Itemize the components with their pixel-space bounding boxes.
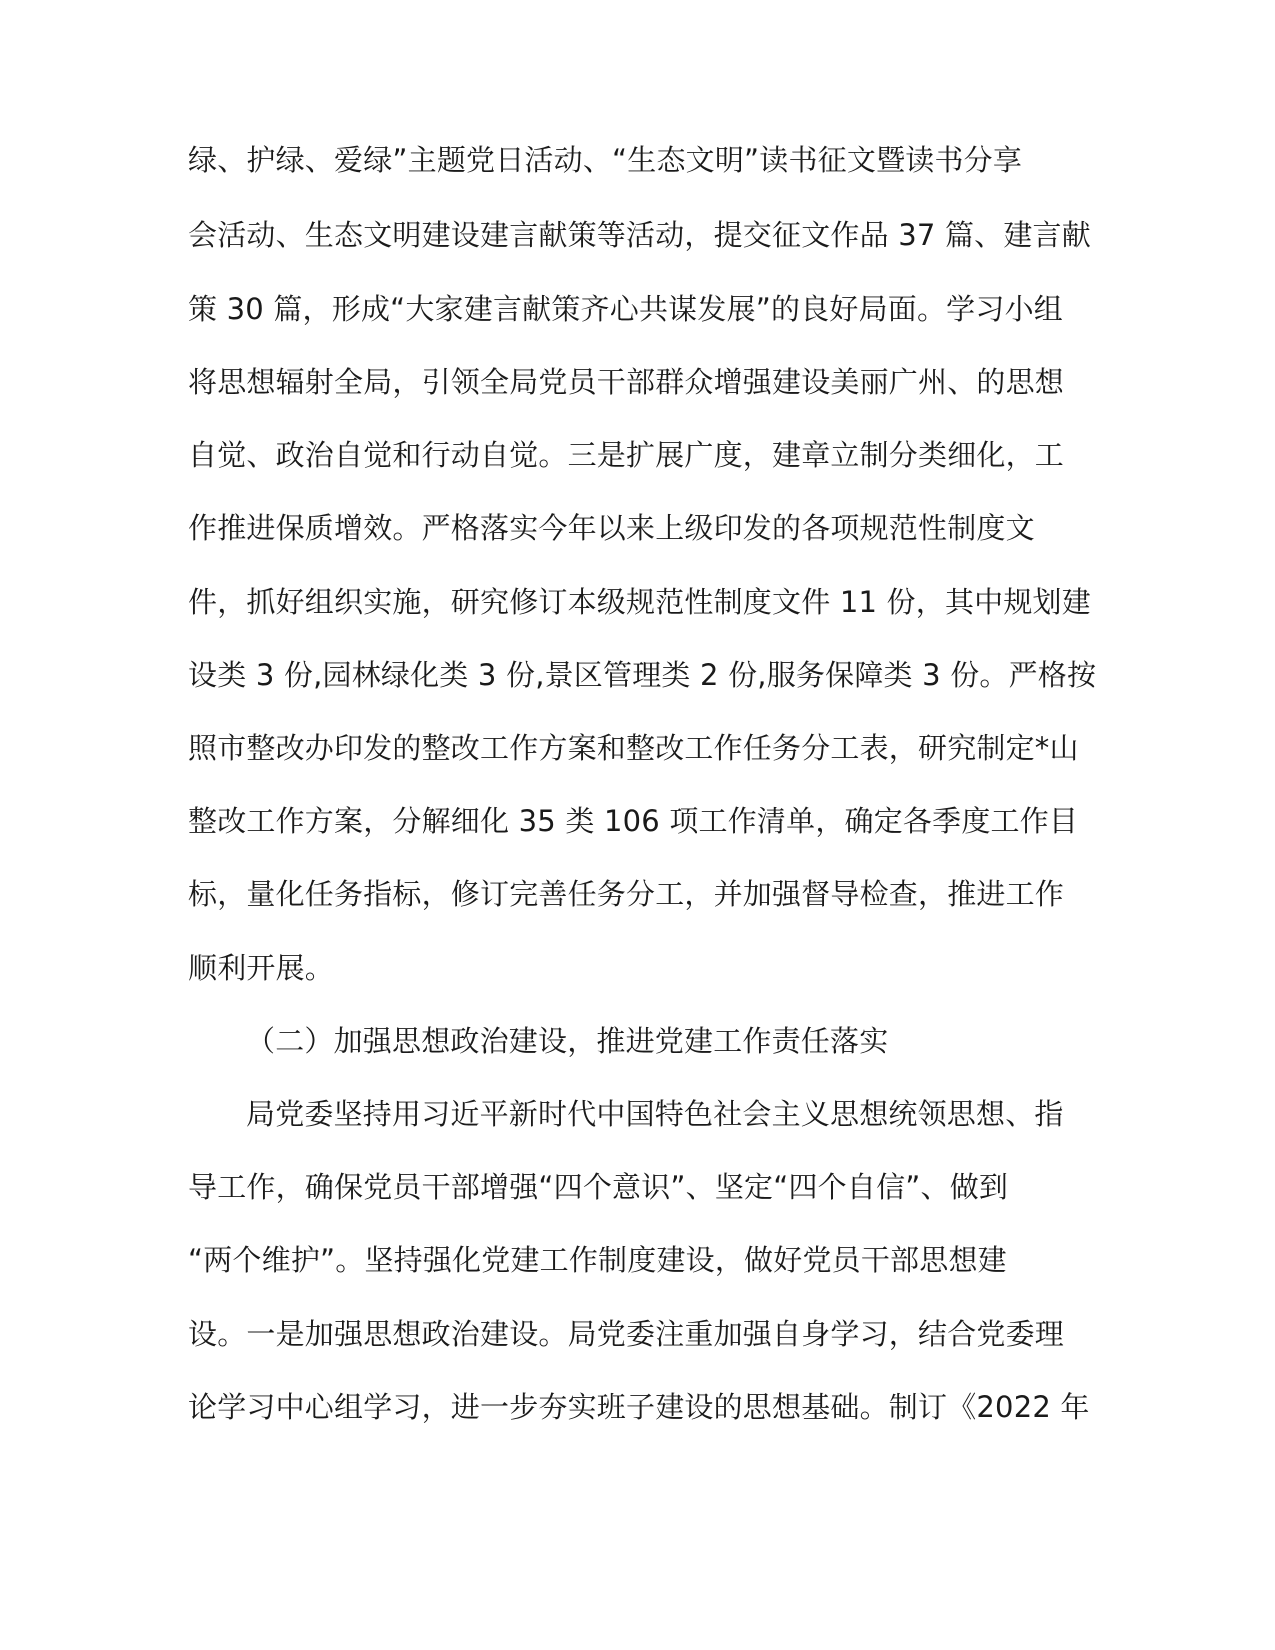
- body-text-line: 局党委坚持用习近平新时代中国特色社会主义思想统领思想、指: [246, 1097, 1064, 1131]
- body-text-line: 绿、护绿、爱绿”主题党日活动、“生态文明”读书征文暨读书分享: [188, 143, 1023, 177]
- body-text-line: 论学习中心组学习，进一步夯实班子建设的思想基础。制订《2022 年: [188, 1390, 1090, 1424]
- body-text-line: 导工作，确保党员干部增强“四个意识”、坚定“四个自信”、做到: [188, 1170, 1009, 1204]
- body-text-line: 整改工作方案，分解细化 35 类 106 项工作清单，确定各季度工作目: [188, 804, 1079, 838]
- body-text-line: 件，抓好组织实施，研究修订本级规范性制度文件 11 份，其中规划建: [188, 585, 1091, 619]
- body-text-line: 会活动、生态文明建设建言献策等活动，提交征文作品 37 篇、建言献: [188, 218, 1091, 252]
- body-text-line: 设。一是加强思想政治建设。局党委注重加强自身学习，结合党委理: [188, 1317, 1065, 1351]
- body-text-line: 设类 3 份,园林绿化类 3 份,景区管理类 2 份,服务保障类 3 份。严格按: [188, 658, 1097, 692]
- body-text-line: “两个维护”。坚持强化党建工作制度建设，做好党员干部思想建: [188, 1243, 1007, 1277]
- body-text-line: 作推进保质增效。严格落实今年以来上级印发的各项规范性制度文: [188, 511, 1035, 545]
- body-text-line: 自觉、政治自觉和行动自觉。三是扩展广度，建章立制分类细化，工: [188, 438, 1065, 472]
- section-heading: （二）加强思想政治建设，推进党建工作责任落实: [246, 1024, 889, 1058]
- body-text-line: 将思想辐射全局，引领全局党员干部群众增强建设美丽广州、的思想: [188, 365, 1065, 399]
- body-text-line: 标，量化任务指标，修订完善任务分工，并加强督导检查，推进工作: [188, 877, 1065, 911]
- body-text-line: 顺利开展。: [188, 951, 335, 985]
- body-text-line: 照市整改办印发的整改工作方案和整改工作任务分工表，研究制定*山: [188, 731, 1079, 765]
- body-text-line: 策 30 篇，形成“大家建言献策齐心共谋发展”的良好局面。学习小组: [188, 292, 1063, 326]
